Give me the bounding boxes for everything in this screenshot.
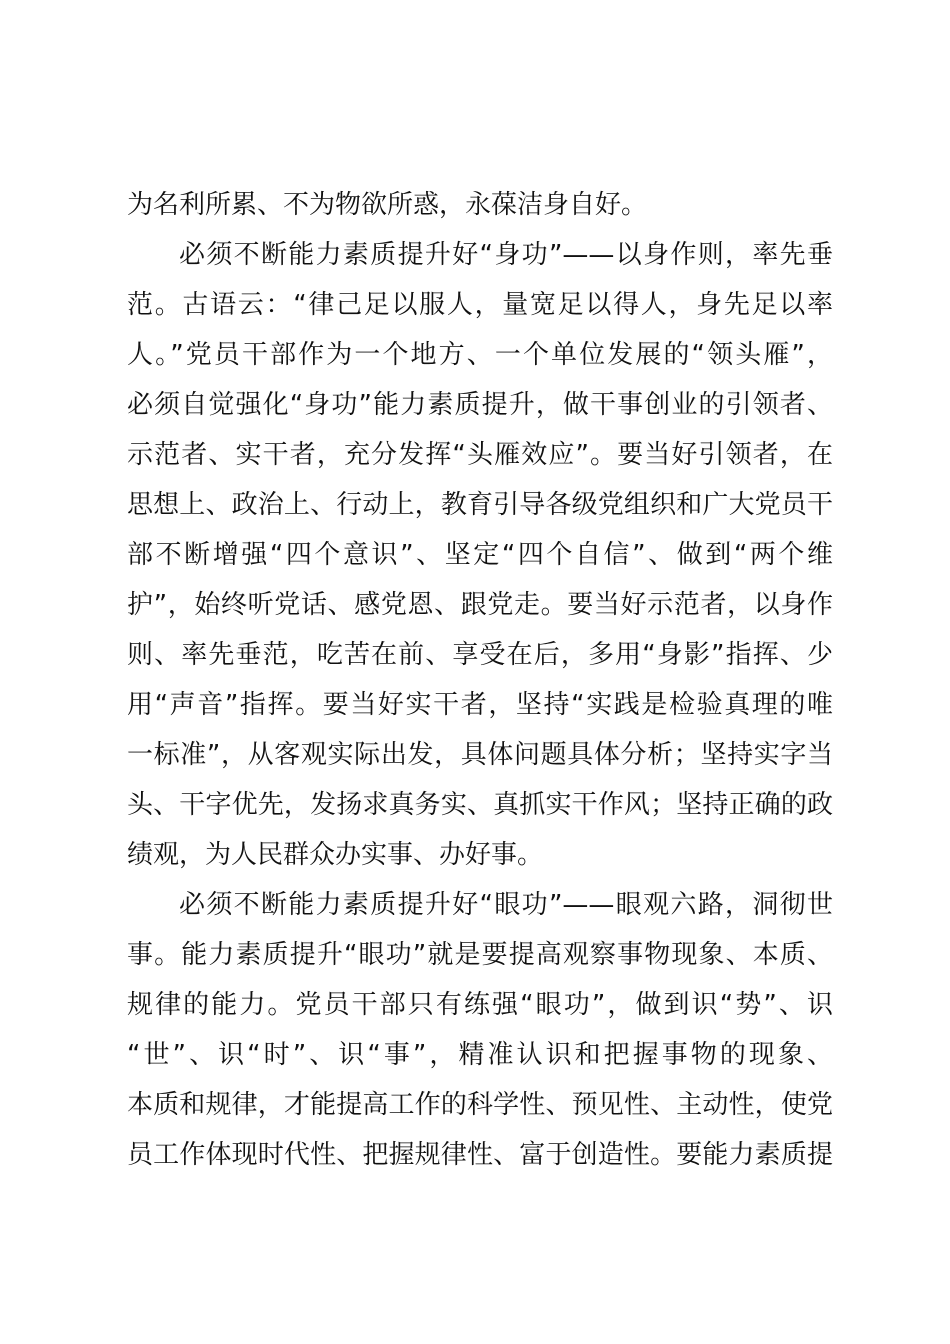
text-line: 则、率先垂范，吃苦在前、享受在后，多用“身影”指挥、少: [127, 640, 833, 670]
text-line: 一标准”，从客观实际出发，具体问题具体分析；坚持实字当: [127, 740, 833, 770]
paragraph-first-line: 必须不断能力素质提升好“眼功”——眼观六路，洞彻世: [179, 890, 833, 920]
paragraph-first-line: 必须不断能力素质提升好“身功”——以身作则，率先垂: [179, 240, 833, 270]
text-line: 事。能力素质提升“眼功”就是要提高观察事物现象、本质、: [127, 940, 833, 970]
text-line: 头、干字优先，发扬求真务实、真抓实干作风；坚持正确的政: [127, 790, 833, 820]
text-line: “世”、识“时”、识“事”，精准认识和把握事物的现象、: [127, 1040, 833, 1070]
text-line: 示范者、实干者，充分发挥“头雁效应”。要当好引领者，在: [127, 440, 833, 470]
text-line: 部不断增强“四个意识”、坚定“四个自信”、做到“两个维: [127, 540, 833, 570]
text-line: 本质和规律，才能提高工作的科学性、预见性、主动性，使党: [127, 1090, 833, 1120]
text-line: 必须自觉强化“身功”能力素质提升，做干事创业的引领者、: [127, 390, 833, 420]
text-line: 护”，始终听党话、感党恩、跟党走。要当好示范者，以身作: [127, 590, 833, 620]
text-line: 规律的能力。党员干部只有练强“眼功”，做到识“势”、识: [127, 990, 833, 1020]
text-line: 人。”党员干部作为一个地方、一个单位发展的“领头雁”，: [127, 340, 833, 370]
text-line: 为名利所累、不为物欲所惑，永葆洁身自好。: [127, 190, 648, 220]
text-line: 绩观，为人民群众办实事、办好事。: [127, 840, 544, 870]
text-line: 范。古语云：“律己足以服人，量宽足以得人，身先足以率: [127, 290, 833, 320]
text-line: 员工作体现时代性、把握规律性、富于创造性。要能力素质提: [127, 1140, 833, 1170]
text-line: 思想上、政治上、行动上，教育引导各级党组织和广大党员干: [127, 490, 833, 520]
text-line: 用“声音”指挥。要当好实干者，坚持“实践是检验真理的唯: [127, 690, 833, 720]
